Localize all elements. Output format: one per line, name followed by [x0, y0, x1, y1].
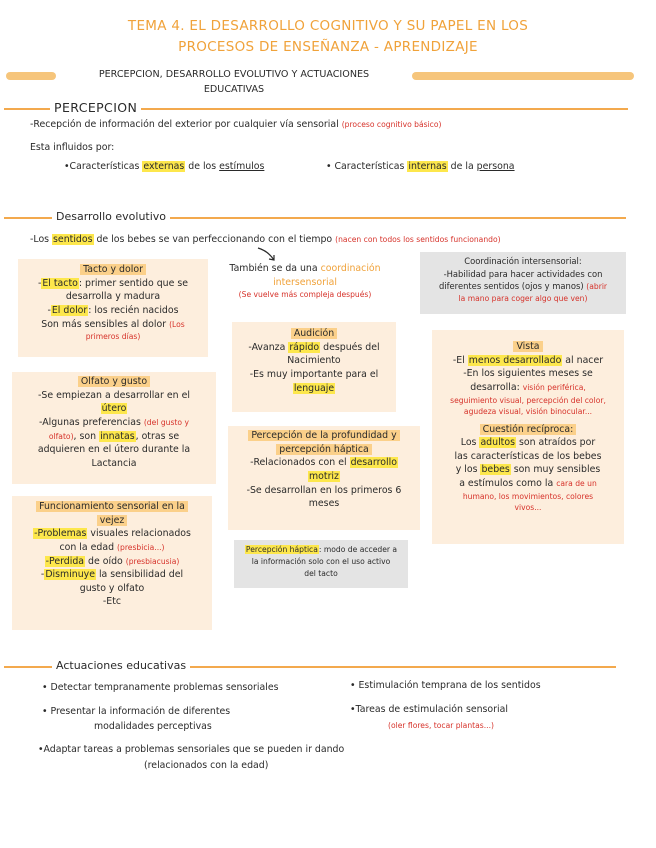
actuacion-presentar: • Presentar la información de diferentes: [42, 706, 231, 717]
cuestion-heading: Cuestión recíproca:: [438, 423, 618, 437]
vejez-box: Funcionamiento sensorial en la vejez -Problemas visuales relacionados con la edad (presbicia...) -Perdida de oído (presbiacusia) -Disminuye la sensibilidad del gusto y olfato -Etc: [12, 496, 212, 630]
profundidad-heading: Percepción de la profundidad y: [234, 429, 414, 443]
olfato-box: Olfato y gusto -Se empiezan a desarrollar en el útero -Algunas preferencias (del gusto y olfato), son innatas, otras se adquieren en el útero durante la Lactancia: [12, 372, 216, 484]
title-line-1: TEMA 4. EL DESARROLLO COGNITIVO Y SU PAPEL EN LOS: [127, 18, 529, 34]
audicion-box: Audición -Avanza rápido después del Nacimiento -Es muy importante para el lenguaje: [232, 322, 396, 412]
desarrollo-heading: Desarrollo evolutivo: [52, 209, 170, 225]
page-title: [0, 16, 656, 58]
actuacion-estimulacion: • Estimulación temprana de los sentidos: [350, 680, 541, 691]
actuacion-detectar: • Detectar tempranamente problemas sensoriales: [42, 682, 279, 693]
influidos-label: Esta influidos por:: [30, 142, 115, 153]
internal-bullet: • Características internas de la persona: [326, 161, 515, 172]
actuacion-presentar-l2: modalidades perceptivas: [94, 721, 212, 732]
title-line-2: PROCESOS DE ENSEÑANZA - APRENDIZAJE: [178, 38, 478, 55]
vista-box: Vista -El menos desarrollado al nacer -En los siguientes meses se desarrolla: visión periférica, seguimiento visual, percepción del color, agudeza visual, visión binocular... Cuestión recíproca: Los adultos son atraídos por las características de los bebes y los bebes son muy sensibles a estímulos como la cara de un humano, los movimientos, colores vivos...: [432, 330, 624, 544]
actuacion-tareas: •Tareas de estimulación sensorial: [350, 704, 508, 715]
percepcion-note: (proceso cognitivo básico): [341, 120, 442, 129]
external-bullet: •Características externas de los estímulos: [64, 161, 265, 172]
subtitle-bar-right: [412, 72, 634, 80]
audicion-heading: Audición: [238, 327, 390, 341]
actuaciones-heading: Actuaciones educativas: [52, 658, 190, 674]
subtitle: [56, 67, 412, 98]
actuacion-tareas-note: (oler flores, tocar plantas...): [388, 721, 494, 730]
percepcion-heading: PERCEPCION: [50, 99, 141, 117]
olfato-heading: Olfato y gusto: [18, 375, 210, 389]
haptica-box: Percepción háptica: modo de acceder a la información solo con el uso activo del tacto: [234, 540, 408, 588]
actuacion-adaptar: •Adaptar tareas a problemas sensoriales que se pueden ir dando: [38, 744, 345, 755]
tacto-box: Tacto y dolor -El tacto: primer sentido que se desarrolla y madura -El dolor: los recién nacidos Son más sensibles al dolor (Los primeros días): [18, 259, 208, 357]
vejez-heading: Funcionamiento sensorial en la: [18, 500, 206, 514]
actuacion-adaptar-l2: (relacionados con la edad): [144, 760, 269, 771]
coordinacion-note: También se da una coordinación intersensorial (Se vuelve más compleja después): [229, 263, 381, 300]
desarrollo-intro: -Los sentidos de los bebes se van perfeccionando con el tiempo (nacen con todos los sentidos funcionando): [30, 234, 501, 245]
subtitle-line-2: EDUCATIVAS: [203, 84, 265, 96]
subtitle-bar-left: [6, 72, 56, 80]
subtitle-line-1: PERCEPCION, DESARROLLO EVOLUTIVO Y ACTUACIONES: [98, 69, 370, 80]
profundidad-box: Percepción de la profundidad y percepción háptica -Relacionados con el desarrollo motriz -Se desarrollan en los primeros 6 meses: [228, 426, 420, 530]
tacto-heading: Tacto y dolor: [24, 263, 202, 277]
coordinacion-box: Coordinación intersensorial: -Habilidad para hacer actividades con diferentes sentidos (ojos y manos) (abrir la mano para coger algo que ven): [420, 252, 626, 314]
coordinacion-heading: Coordinación intersensorial:: [464, 256, 582, 266]
vista-heading: Vista: [438, 340, 618, 354]
percepcion-definition: -Recepción de información del exterior por cualquier vía sensorial (proceso cognitivo básico): [30, 119, 442, 130]
